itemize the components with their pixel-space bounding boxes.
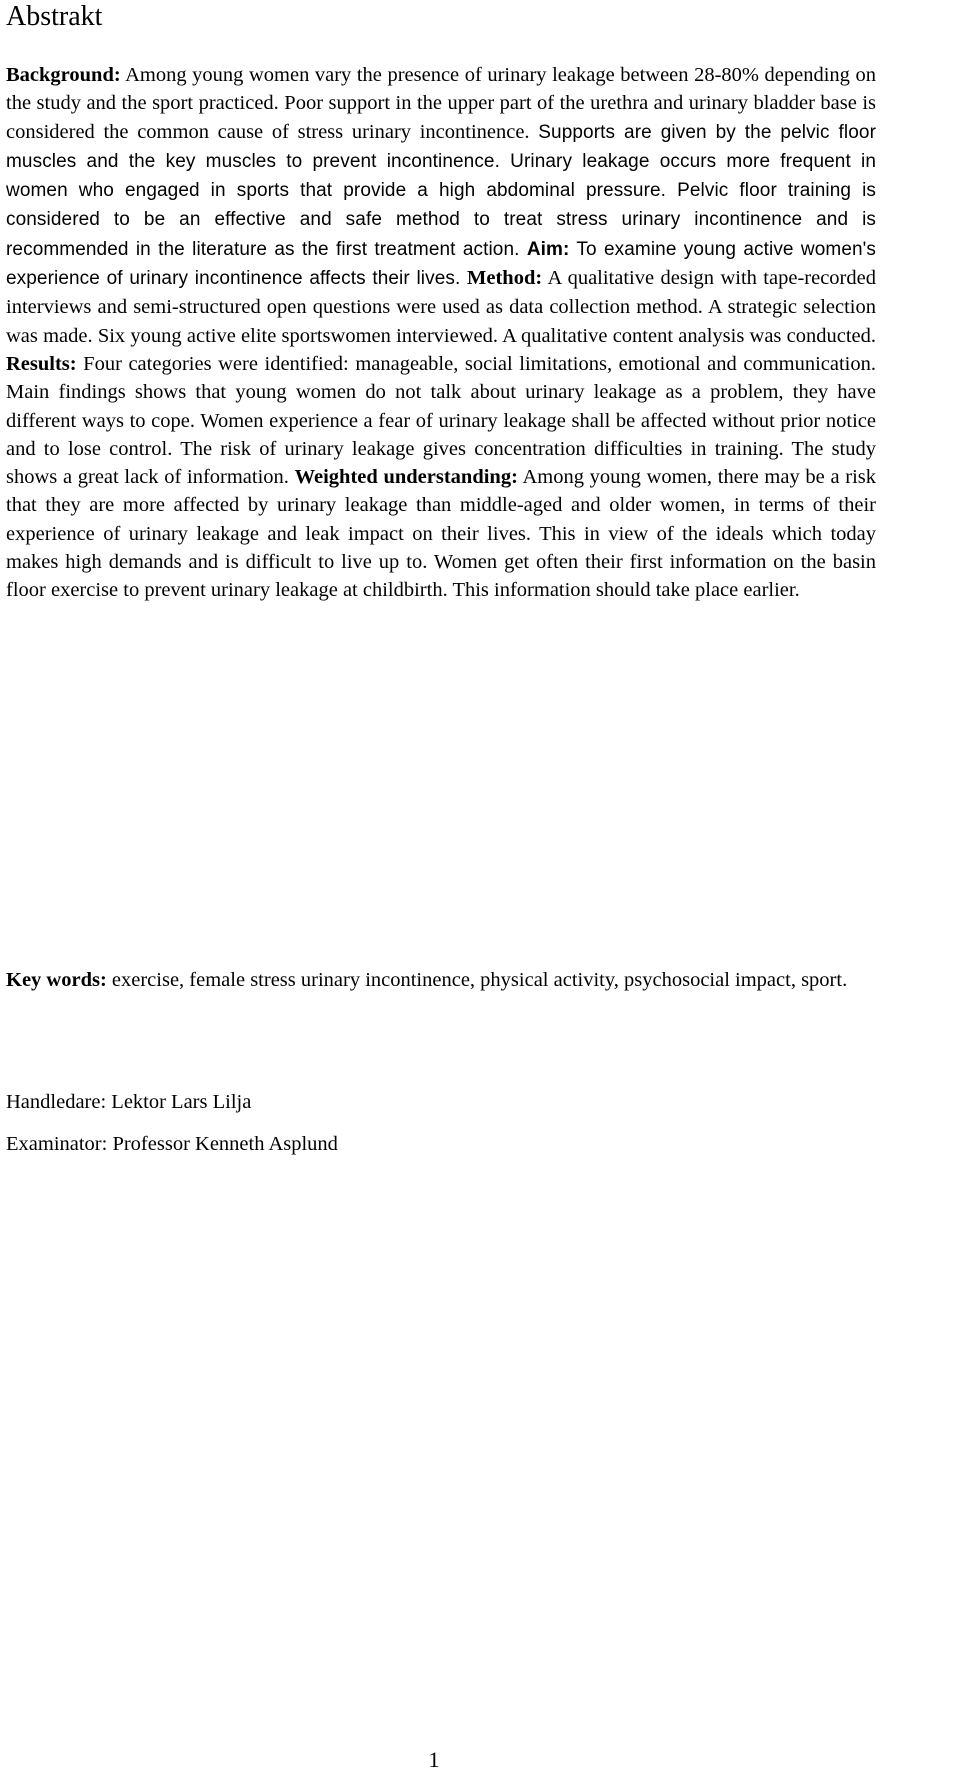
results-text: Four categories were identified: manageable, social limitations, emotional and communication. Main findings shows that young women do not talk about urinary leakage as a problem, they have different ways to cope. Women experience a fear of urinary leakage shall be affected without prior notice and to lose control. The risk of urinary leakage gives concentration difficulties in training. The study shows a great lack of information. [6,352,876,489]
weighted-understanding-text: Among young women, there may be a risk that they are more affected by urinary leakage than middle-aged and older women, in terms of their experience of urinary leakage and leak impact on their lives. This in view of the ideals which today makes high demands and is difficult to live up to. Women get often their first information on the basin floor exercise to prevent urinary leakage at childbirth. This information should take place earlier. [6,466,876,602]
abstract-paragraph [6,61,876,605]
keywords-paragraph [6,959,956,1002]
background-label: Background: [6,64,121,86]
keywords-text: exercise, female stress urinary incontinence, physical activity, psychosocial impact, sport. [106,969,848,991]
aim-text: To examine young active women's experience of urinary incontinence affects their lives. [6,238,876,290]
examiner-line: Examinator: Professor Kenneth Asplund [6,1133,338,1155]
results-label: Results: [6,352,77,375]
weighted-understanding-label: Weighted understanding: [294,466,518,489]
background-text-continued [6,122,876,289]
method-text: A qualitative design with tape-recorded interviews and semi-structured open questions were used as data collection method. A strategic selection was made. Six young active elite sportswomen interviewed. A qualitative content analysis was conducted. [6,267,876,347]
supervisor-line: Handledare: Lektor Lars Lilja [6,1091,252,1113]
background-text-sans: Supports are given by the pelvic floor muscles and the key muscles to prevent incontinence. Urinary leakage occurs more frequent in women who engaged in sports that provide a high abdominal pressure. Pelvic floor training is considered to be an effective and safe method to treat stress urinary incontinence and is recommended in the literature as the first treatment action. [6,121,877,260]
aim-label: Aim: [526,238,570,260]
method-label: Method: [467,267,543,290]
page-title: Abstrakt [6,1,103,32]
keywords-label: Key words: [6,969,107,991]
background-text: Among young women vary the presence of urinary leakage between 28-80% depending on the study and the sport practiced. Poor support in the upper part of the urethra and urinary bladder base is considered the common cause of stress urinary incontinence. [6,64,876,143]
page-number: 1 [428,1747,440,1772]
